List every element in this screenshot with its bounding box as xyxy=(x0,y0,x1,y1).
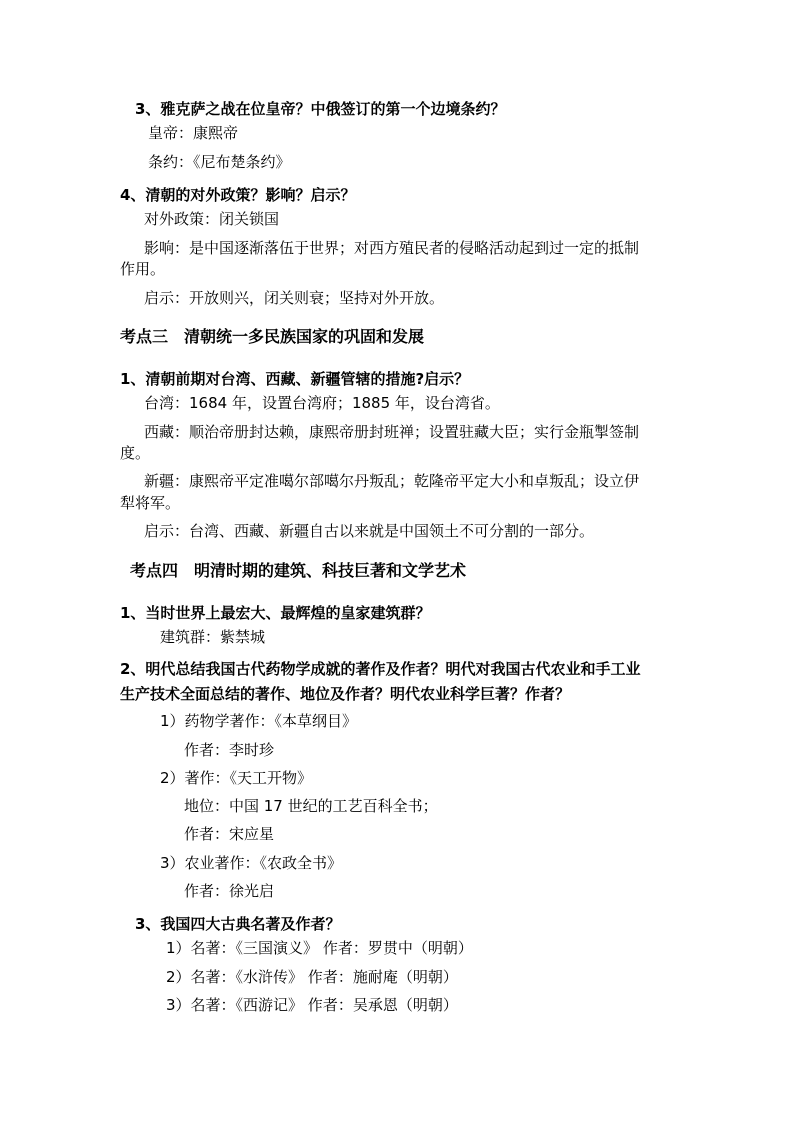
item-2-work: 2）著作：《天工开物》 xyxy=(160,769,313,787)
item-1-author: 作者：李时珍 xyxy=(184,741,275,759)
answer-policy: 对外政策：闭关锁国 xyxy=(144,210,280,228)
classic-3: 3）名著：《西游记》 作者：吴承恩（明朝） xyxy=(166,996,458,1014)
answer-xinjiang-cont: 犁将军。 xyxy=(120,494,181,512)
answer-impact-cont: 作用。 xyxy=(120,260,166,278)
question-works: 2、明代总结我国古代药物学成就的著作及作者？明代对我国古代农业和手工业 xyxy=(120,660,641,678)
question-yaksa: 3、雅克萨之战在位皇帝？中俄签订的第一个边境条约？ xyxy=(135,100,506,118)
question-governance: 1、清朝前期对台湾、西藏、新疆管辖的措施?启示？ xyxy=(120,370,470,388)
question-architecture: 1、当时世界上最宏大、最辉煌的皇家建筑群？ xyxy=(120,604,431,622)
answer-forbidden-city: 建筑群：紫禁城 xyxy=(160,628,266,646)
answer-territory: 启示：台湾、西藏、新疆自古以来就是中国领土不可分割的一部分。 xyxy=(144,522,595,540)
answer-impact: 影响：是中国逐渐落伍于世界；对西方殖民者的侵略活动起到过一定的抵制 xyxy=(144,239,640,257)
answer-treaty: 条约：《尼布楚条约》 xyxy=(148,153,291,171)
item-2-status: 地位：中国 17 世纪的工艺百科全书； xyxy=(184,797,438,815)
section-heading-4: 考点四 明清时期的建筑、科技巨著和文学艺术 xyxy=(130,561,467,580)
answer-xinjiang: 新疆：康熙帝平定准噶尔部噶尔丹叛乱；乾隆帝平定大小和卓叛乱；设立伊 xyxy=(144,472,640,490)
item-3-author: 作者：徐光启 xyxy=(184,882,275,900)
answer-tibet-cont: 度。 xyxy=(120,444,151,462)
answer-taiwan: 台湾：1684 年，设置台湾府；1885 年，设台湾省。 xyxy=(144,394,500,412)
question-four-classics: 3、我国四大古典名著及作者？ xyxy=(135,915,341,933)
classic-1: 1）名著：《三国演义》 作者：罗贯中（明朝） xyxy=(166,939,473,957)
question-foreign-policy: 4、清朝的对外政策？影响？启示？ xyxy=(120,186,356,204)
question-works-cont: 生产技术全面总结的著作、地位及作者？明代农业科学巨著？作者？ xyxy=(120,685,571,703)
item-2-author: 作者：宋应星 xyxy=(184,825,275,843)
answer-lesson: 启示：开放则兴，闭关则衰；坚持对外开放。 xyxy=(144,289,445,307)
item-1-work: 1）药物学著作：《本草纲目》 xyxy=(160,712,358,730)
classic-2: 2）名著：《水浒传》 作者：施耐庵（明朝） xyxy=(166,968,458,986)
item-3-work: 3）农业著作：《农政全书》 xyxy=(160,854,343,872)
answer-emperor: 皇帝：康熙帝 xyxy=(148,124,239,142)
answer-tibet: 西藏：顺治帝册封达赖，康熙帝册封班禅；设置驻藏大臣；实行金瓶掣签制 xyxy=(144,423,640,441)
section-heading-3: 考点三 清朝统一多民族国家的巩固和发展 xyxy=(120,327,425,346)
